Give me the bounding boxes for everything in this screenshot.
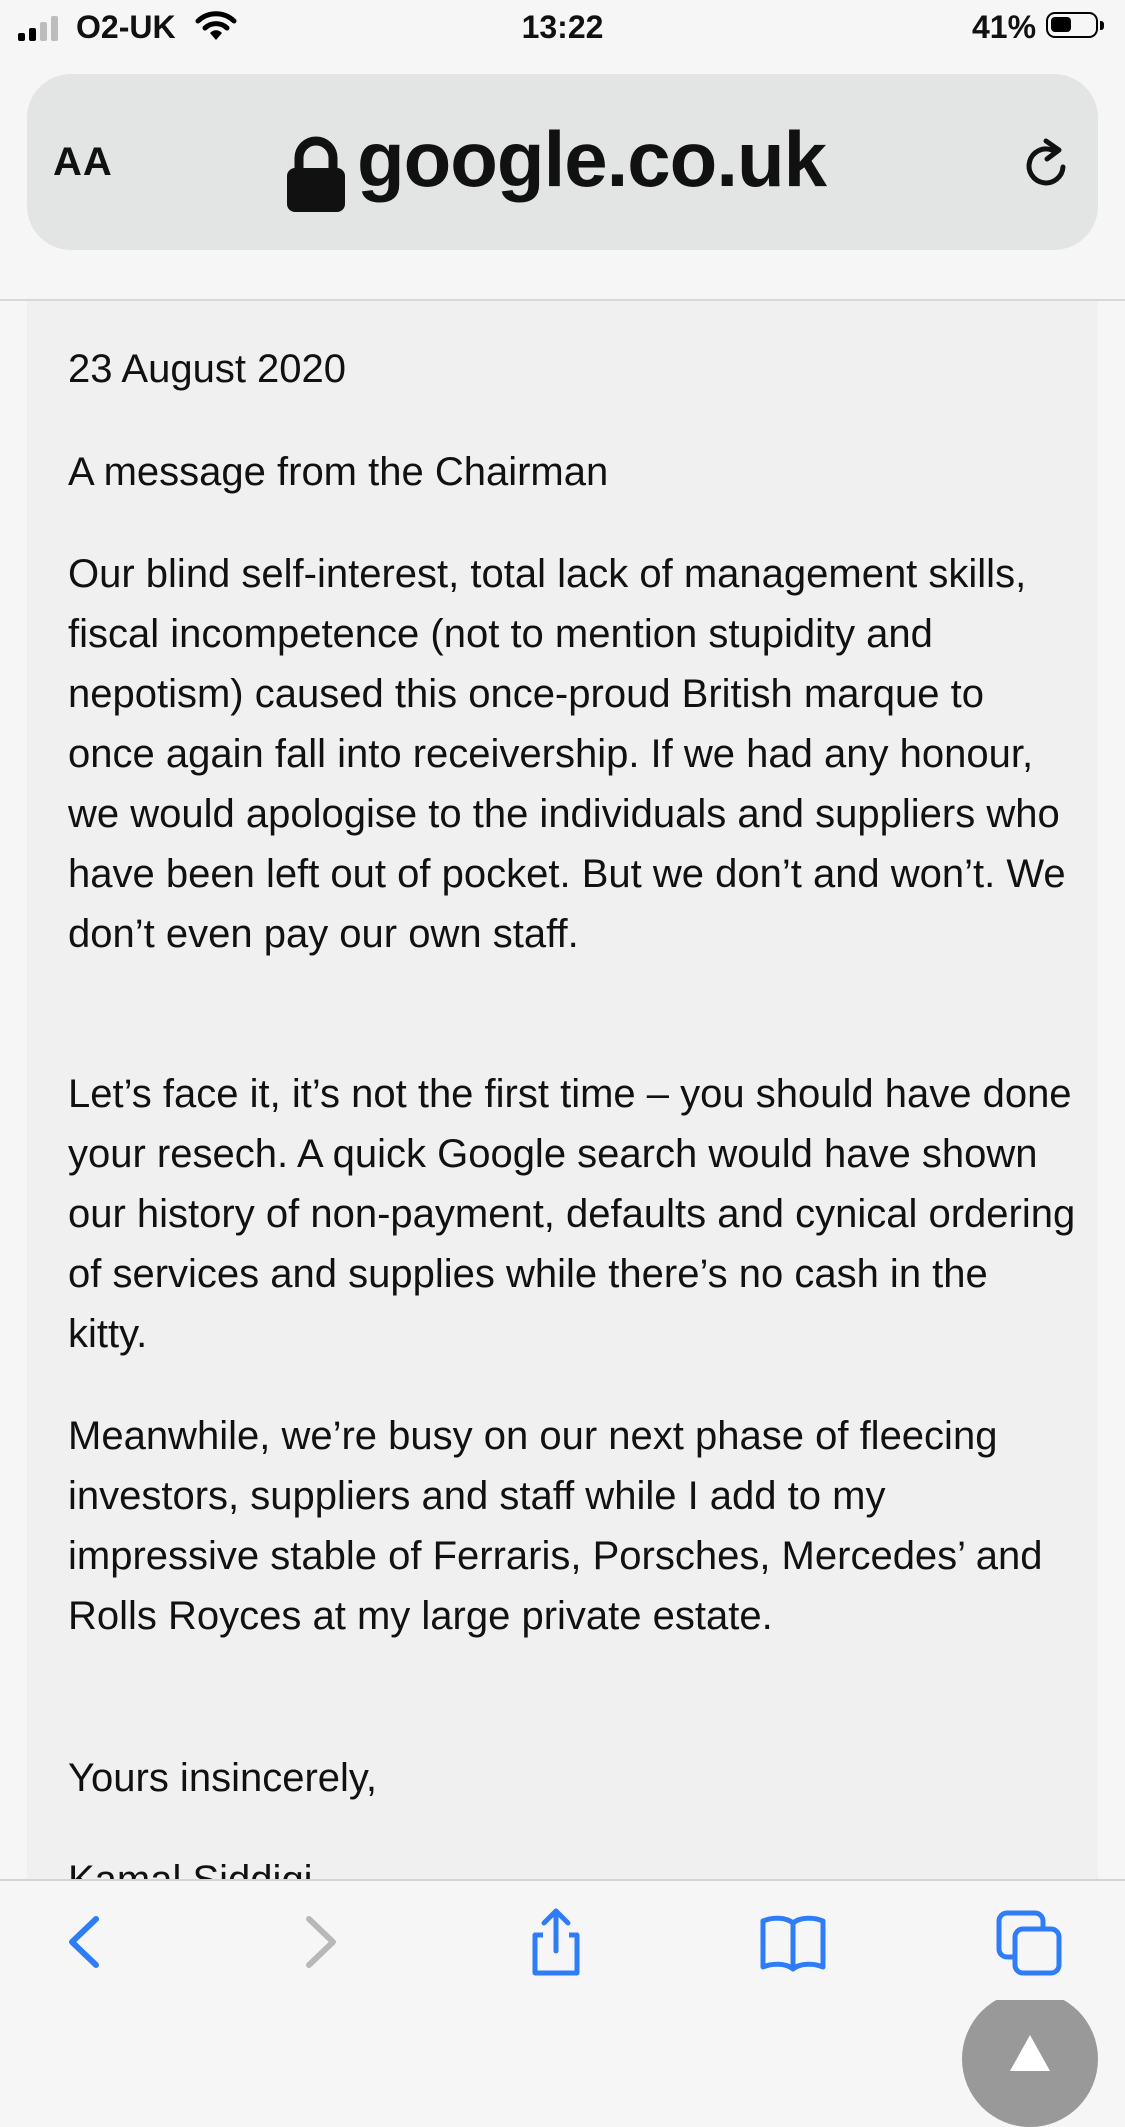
forward-icon[interactable] (285, 1907, 355, 1977)
carrier-name: O2-UK (76, 9, 176, 45)
tabs-icon[interactable] (995, 1907, 1065, 1977)
battery-percent: 41% (972, 9, 1037, 45)
bookmarks-icon[interactable] (758, 1907, 828, 1977)
text-size-button[interactable]: AA (53, 140, 113, 184)
reload-icon[interactable] (1017, 136, 1075, 194)
battery-icon (1046, 12, 1098, 38)
page-content (27, 301, 1098, 1879)
article-heading: A message from the Chairman (68, 450, 609, 494)
bottom-toolbar (0, 1879, 1125, 2000)
share-icon[interactable] (521, 1907, 591, 1977)
article-paragraph: Our blind self-interest, total lack of management skills, fiscal incompetence (not to mention stupidity and nepotism) caused this once-proud British marque to once again fall into receivership. If we had any honour, we would apologise to the individuals and suppliers who have been left out of pocket. But we don’t and won’t. We don’t even pay our own staff. (68, 552, 1066, 956)
article-paragraph: Meanwhile, we’re busy on our next phase of fleecing investors, suppliers and staff while I add to my impressive stable of Ferraris, Porsches, Mercedes’ and Rolls Royces at my large private estate. (68, 1414, 1043, 1638)
clock: 13:22 (521, 9, 604, 45)
browser-toolbar (0, 56, 1125, 301)
article-date: 23 August 2020 (68, 347, 347, 391)
article-paragraph: Let’s face it, it’s not the first time – you should have done your resech. A quick Google search would have shown our history of non-payment, defaults and cynical ordering of services and supplies while there’s no cash in the kitty. (68, 1072, 1076, 1356)
lock-icon (281, 134, 351, 214)
url-domain[interactable]: google.co.uk (357, 115, 827, 203)
back-icon[interactable] (50, 1907, 120, 1977)
address-bar[interactable] (27, 74, 1098, 250)
status-bar (0, 0, 1125, 56)
scroll-top-icon[interactable] (962, 1991, 1098, 2127)
article-closing: Yours insincerely, (68, 1756, 378, 1800)
